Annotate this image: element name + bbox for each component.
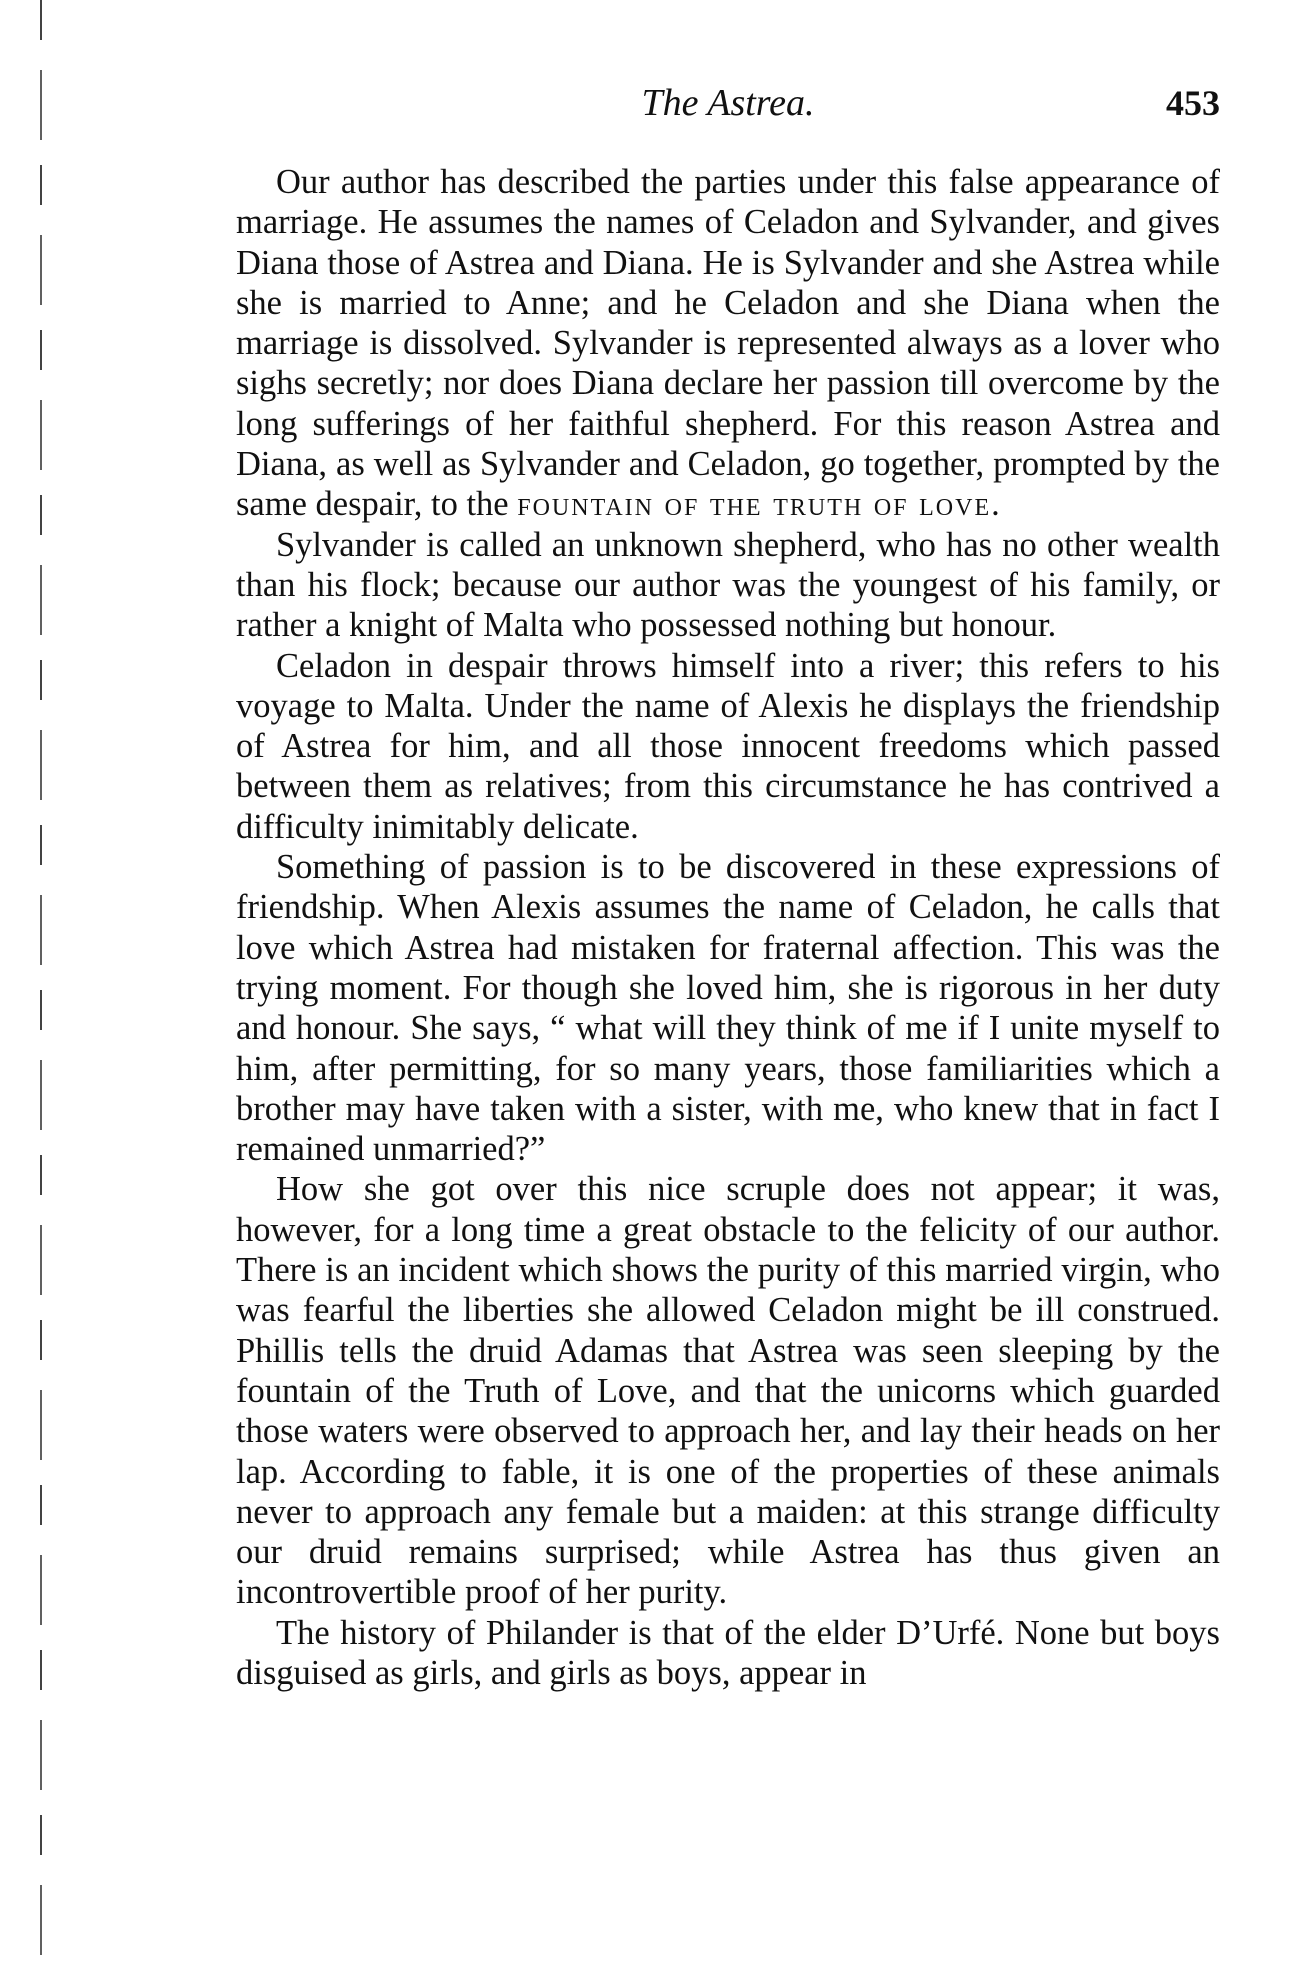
paragraph: Sylvander is called an unknown shepherd, who has no other wealth than his flock; because our author was the youngest of his family, or rather a knight of Malta who possessed nothing but honour. [236, 525, 1220, 645]
running-head [236, 78, 1220, 128]
paragraph: The history of Philander is that of the elder D’Urfé. None but boys disguised as girls, and girls as boys, appear in [236, 1613, 1220, 1692]
paragraph: Something of passion is to be discovered in these expressions of friendship. When Alexis assumes the name of Celadon, he calls that love which Astrea had mistaken for fraternal affection. This was the trying moment. For though she loved him, she is rigorous in her duty and honour. She says, “ what will they think of me if I unite myself to him, after permitting, for so many years, those familiarities which a brother may have taken with a sister, with me, who knew that in fact I remained unmarried?” [236, 848, 1220, 1169]
page-number: 453 [1166, 83, 1220, 123]
body-text [236, 162, 1220, 1693]
paragraph: Our author has described the parties under this false appearance of marriage. He assumes the names of Celadon and Sylvander, and gives Diana those of Astrea and Diana. He is Sylvander and she Astrea while she is married to Anne; and he Celadon and she Diana when the marriage is dissolved. Sylvander is represented always as a lover who sighs secretly; nor does Diana declare her passion till overcome by the long sufferings of her faithful shepherd. For this reason Astrea and Diana, as well as Sylvander and Celadon, go together, prompted by the same despair, to the fountain of the truth of love. [236, 163, 1220, 524]
running-title: The Astrea. [641, 82, 815, 124]
paragraph: Celadon in despair throws himself into a river; this refers to his voyage to Malta. Under the name of Alexis he displays the friendship of Astrea for him, and all those innocent freedoms which passed between them as relatives; from this circumstance he has contrived a difficulty inimitably delicate. [236, 646, 1220, 846]
paragraph: How she got over this nice scruple does not appear; it was, however, for a long time a great obstacle to the felicity of our author. There is an incident which shows the purity of this married virgin, who was fearful the liberties she allowed Celadon might be ill construed. Phillis tells the druid Adamas that Astrea was seen sleeping by the fountain of the Truth of Love, and that the unicorns which guarded those waters were observed to approach her, and lay their heads on her lap. According to fable, it is one of the properties of these animals never to approach any female but a maiden: at this strange difficulty our druid remains surprised; while Astrea has thus given an incontrovertible proof of her purity. [236, 1170, 1220, 1612]
small-caps-phrase: fountain of the truth of love [517, 485, 992, 524]
page-binding-edge [40, 0, 42, 1969]
